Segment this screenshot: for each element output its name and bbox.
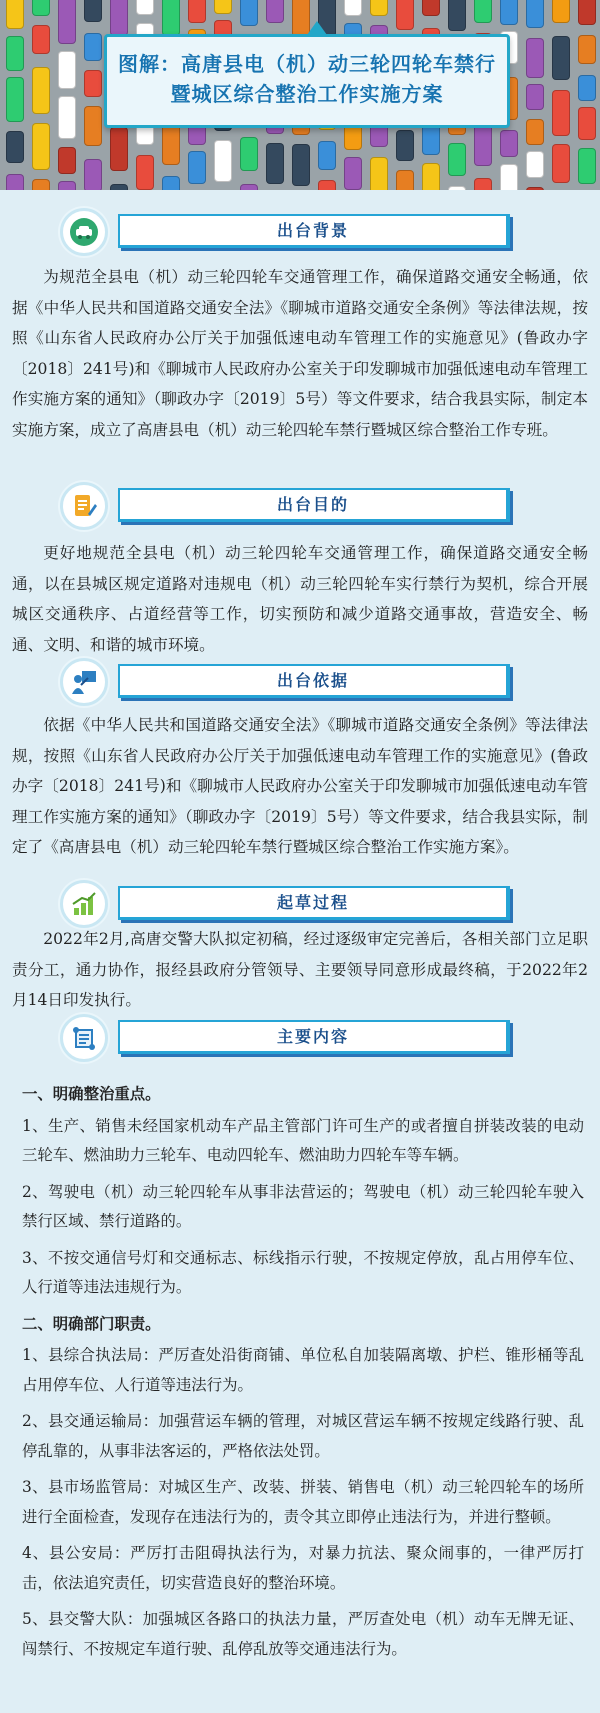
vehicle [448,186,466,190]
section-title-background: 出台背景 [276,221,349,240]
vehicle [422,0,440,16]
traffic-lane [548,0,574,190]
vehicle [448,143,466,176]
section-text-basis: 依据《中华人民共和国道路交通安全法》《聊城市道路交通安全条例》等法律法规，按照《山东省人民政府办公厅关于加强低速电动车管理工作的实施意见》(鲁政办字〔2018〕241号)和《聊城市人民政府办公室关于印发聊城市加强低速电动车管理工作实施方案的通知》（聊政办字〔2019〕5号）等文件要求，结合我县实际，制定了《高唐县电（机）动三轮四轮车禁行暨城区综合整治工作实施方案》。 [12,716,588,856]
car-icon [60,208,108,256]
vehicle [526,38,544,78]
vehicle [58,96,76,139]
traffic-lane [54,0,80,190]
vehicle [500,130,518,157]
vehicle [214,0,232,14]
vehicle [552,36,570,80]
vehicle [6,77,24,122]
vehicle [58,181,76,190]
section-heading-basis [60,660,515,702]
vehicle [500,164,518,190]
vehicle [6,0,24,29]
list-item: 1、县综合执法局：严厉查处沿街商铺、单位私自加装隔离墩、护栏、锥形桶等乱占用停车位、人行道等违法行为。 [22,1346,584,1394]
vehicle [6,36,24,71]
main-content [22,1080,584,1671]
list-item: 3、县市场监管局：对城区生产、改装、拼装、销售电（机）动三轮四轮车的场所进行全面检查，发现存在违法行为的，责令其立即停止违法行为，并进行整顿。 [22,1478,584,1526]
document-pen-icon [60,482,108,530]
section-title-basis: 出台依据 [276,671,349,690]
scroll-icon [60,1014,108,1062]
page-title-line2: 暨城区综合整治工作实施方案 [170,82,444,106]
vehicle [578,0,596,25]
vehicle [578,35,596,64]
vehicle [136,155,154,190]
vehicle [188,0,206,23]
vehicle [84,70,102,97]
vehicle [526,84,544,110]
vehicle [500,0,518,25]
vehicle [552,144,570,183]
traffic-lane [2,0,28,190]
section-heading-background [60,210,515,252]
vehicle [32,25,50,54]
vehicle [110,0,128,36]
vehicle [318,141,336,170]
vehicle [240,0,258,26]
vehicle [136,0,154,15]
vehicle [110,127,128,171]
vehicle [188,151,206,184]
vehicle [266,143,284,184]
vehicle [526,119,544,145]
title-card [104,34,510,128]
vehicle [318,180,336,190]
section-text-purpose: 更好地规范全县电（机）动三轮四轮车交通管理工作，确保道路交通安全畅通，以在县城区规定道路对违规电（机）动三轮四轮车实行禁行为契机，综合开展城区交通秩序、占道经营等工作，切实预防和减少道路交通事故，营造安全、畅通、文明、和谐的城市环境。 [12,544,588,654]
section-title-main: 主要内容 [276,1027,349,1046]
vehicle [370,157,388,190]
vehicle [448,0,466,31]
vehicle [32,179,50,190]
list-item: 5、县交警大队：加强城区各路口的执法力量，严厉查处电（机）动车无牌无证、闯禁行、不按规定车道行驶、乱停乱放等交通违法行为。 [22,1610,584,1658]
vehicle [84,0,102,22]
vehicle [84,106,102,146]
vehicle [344,0,362,16]
vehicle [526,187,544,190]
vehicle [6,174,24,190]
vehicle [32,67,50,114]
vehicle [474,0,492,23]
section-title-purpose: 出台目的 [276,495,349,514]
vehicle [58,147,76,174]
section-heading-main [60,1016,515,1058]
vehicle [474,178,492,190]
traffic-lane [574,0,600,190]
list-item: 4、县公安局：严厉打击阻碍执法行为，对暴力抗法、聚众闹事的，一律严厉打击，依法追究责任，切实营造良好的整治环境。 [22,1544,584,1592]
vehicle [552,0,570,23]
vehicle [526,0,544,28]
traffic-lane [80,0,106,190]
section-text-background: 为规范全县电（机）动三轮四轮车交通管理工作，确保道路交通安全畅通，依据《中华人民共和国道路交通安全法》《聊城市道路交通安全条例》等法律法规，按照《山东省人民政府办公厅关于加强低速电动车管理工作的实施意见》(鲁政办字〔2018〕241号)和《聊城市人民政府办公室关于印发聊城市加强低速电动车管理工作实施方案的通知》（聊政办字〔2019〕5号）等文件要求，结合我县实际，制定本实施方案，成立了高唐县电（机）动三轮四轮车禁行暨城区综合整治工作专班。 [12,268,588,439]
section-heading-drafting [60,882,515,924]
main-heading-duties: 二、明确部门职责。 [22,1314,161,1333]
vehicle [58,0,76,44]
vehicle [214,140,232,182]
vehicle [240,184,258,190]
bar-chart-icon [60,880,108,928]
vehicle [344,157,362,190]
header-banner [0,0,600,190]
vehicle [32,123,50,170]
vehicle [578,75,596,101]
traffic-lane [522,0,548,190]
list-item: 1、生产、销售未经国家机动车产品主管部门许可生产的或者擅自拼装改装的电动三轮车、燃油助力三轮车、电动四轮车、燃油助力四轮车等车辆。 [22,1116,584,1164]
vehicle [552,90,570,136]
vehicle [32,0,50,16]
list-item: 2、县交通运输局：加强营运车辆的管理，对城区营运车辆不按规定线路行驶、乱停乱靠的，从事非法客运的，严格依法处罚。 [22,1412,584,1460]
vehicle [162,176,180,190]
vehicle [578,107,596,140]
vehicle [84,159,102,190]
presenter-icon [60,658,108,706]
vehicle [266,0,284,23]
list-item: 2、驾驶电（机）动三轮四轮车从事非法营运的；驾驶电（机）动三轮四轮车驶入禁行区域、禁行道路的。 [22,1182,584,1230]
vehicle [162,0,180,36]
section-text-drafting: 2022年2月,高唐交警大队拟定初稿，经过逐级审定完善后，各相关部门立足职责分工，通力协作，报经县政府分管领导、主要领导同意形成最终稿，于2022年2月14日印发执行。 [12,930,588,1009]
vehicle [370,0,388,16]
traffic-lane [28,0,54,190]
vehicle [578,148,596,184]
vehicle [526,151,544,178]
main-heading-priorities: 一、明确整治重点。 [22,1085,161,1103]
vehicle [396,0,414,30]
vehicle [6,131,24,163]
vehicle [110,184,128,190]
vehicle [240,137,258,171]
vehicle [422,163,440,190]
section-title-drafting: 起草过程 [276,893,349,912]
section-heading-purpose [60,484,515,526]
vehicle [396,130,414,161]
vehicle [396,170,414,190]
vehicle [58,51,76,89]
page-title-line1: 图解：高唐县电（机）动三轮四轮车禁行 [118,52,496,76]
vehicle [162,124,180,165]
vehicle [84,33,102,61]
vehicle [292,144,310,186]
list-item: 3、不按交通信号灯和交通标志、标线指示行驶，不按规定停放，乱占用停车位、人行道等违法违规行为。 [22,1248,584,1296]
